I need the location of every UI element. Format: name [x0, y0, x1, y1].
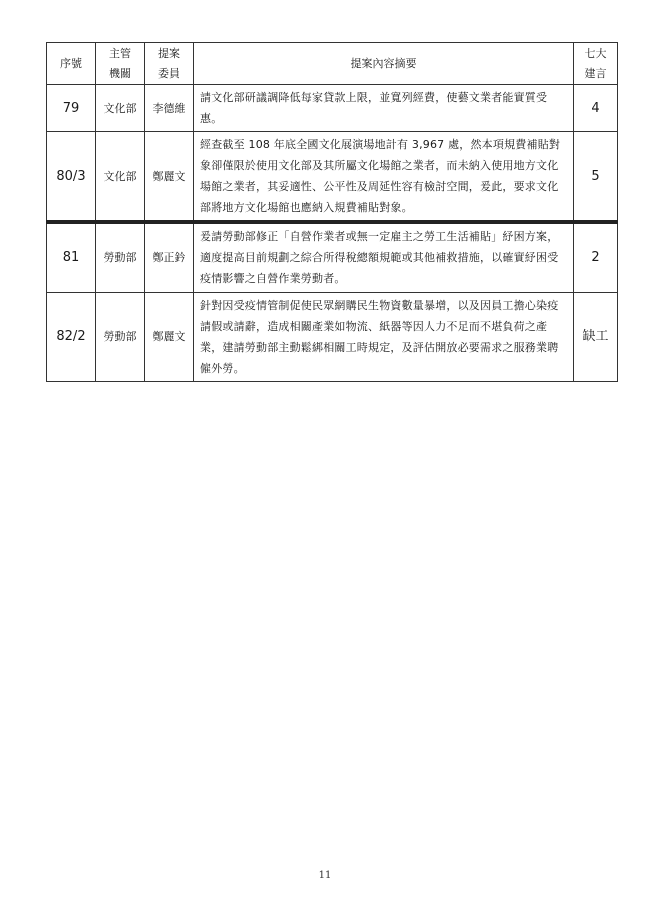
header-seq: 序號: [47, 43, 96, 85]
row-member: 鄭正鈐: [145, 222, 194, 292]
row-advice: 2: [574, 222, 618, 292]
header-member: [145, 43, 194, 85]
table-header-row: [47, 43, 618, 85]
header-advice-text: 七大 建言: [584, 46, 607, 80]
row-summary: 針對因受疫情管制促使民眾網購民生物資數量暴增，以及因員工擔心染疫請假或請辭，造成相關產業如物流、紙器等因人力不足而不堪負荷之產業，建請勞動部主動鬆綁相關工時規定，及評估開放必要需求之服務業聘僱外勞。: [194, 292, 574, 381]
row-seq: 82/2: [47, 292, 96, 381]
row-advice: 5: [574, 132, 618, 223]
header-advice: [574, 43, 618, 85]
row-seq: 80/3: [47, 132, 96, 223]
row-advice: 4: [574, 85, 618, 132]
table-row: [47, 292, 618, 381]
table-row: [47, 222, 618, 292]
table-row: [47, 132, 618, 223]
row-agency: 勞動部: [96, 292, 145, 381]
row-summary: 請文化部研議調降低每家貸款上限，並寬列經費，使藝文業者能實質受惠。: [194, 85, 574, 132]
row-advice: 缺工: [574, 292, 618, 381]
header-member-text: 提案 委員: [158, 46, 180, 80]
row-agency: 文化部: [96, 132, 145, 223]
row-member: 鄭麗文: [145, 292, 194, 381]
table-row: [47, 85, 618, 132]
header-agency: [96, 43, 145, 85]
row-seq: 81: [47, 222, 96, 292]
header-agency-text: 主管 機關: [109, 46, 131, 80]
row-summary: 經查截至 108 年底全國文化展演場地計有 3,967 處，然本項規費補貼對象卻僅限於使用文化部及其所屬文化場館之業者，而未納入使用地方文化場館之業者，其妥適性、公平性及周延性容有檢討空間，爰此，要求文化部將地方文化場館也應納入規費補貼對象。: [194, 132, 574, 223]
row-agency: 文化部: [96, 85, 145, 132]
row-agency: 勞動部: [96, 222, 145, 292]
header-summary: 提案內容摘要: [194, 43, 574, 85]
page-number: 11: [318, 870, 332, 881]
row-member: 鄭麗文: [145, 132, 194, 223]
row-member: 李德維: [145, 85, 194, 132]
row-summary: 爰請勞動部修正「自營作業者或無一定雇主之勞工生活補貼」紓困方案，適度提高目前規劃之綜合所得稅總額規範或其他補救措施，以確實紓困受疫情影響之自營作業勞動者。: [194, 222, 574, 292]
row-seq: 79: [47, 85, 96, 132]
proposals-table: [46, 42, 618, 382]
